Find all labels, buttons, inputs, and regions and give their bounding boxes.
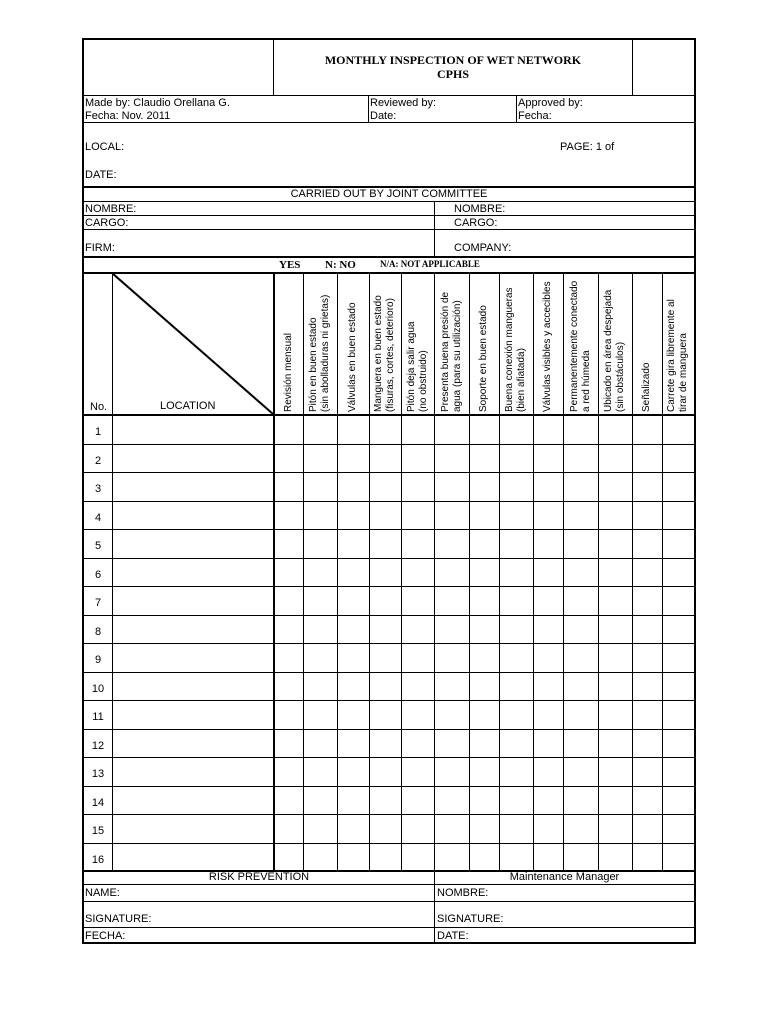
row-number: 7 bbox=[94, 597, 102, 609]
grid-line bbox=[84, 843, 694, 844]
legend-na: N/A: NOT APPLICABLE bbox=[380, 259, 480, 269]
grid-line bbox=[369, 273, 370, 870]
footer-fecha-left: FECHA: bbox=[85, 930, 126, 942]
row-number: 16 bbox=[91, 853, 105, 866]
form-title: MONTHLY INSPECTION OF WET NETWORK bbox=[324, 53, 582, 67]
grid-line bbox=[84, 700, 694, 701]
column-header-7-line-1: Soporte en buen estado bbox=[478, 305, 489, 412]
grid-line bbox=[273, 273, 275, 870]
reviewed-date-field: Date: bbox=[370, 110, 397, 122]
approved-by-field: Approved by: bbox=[518, 97, 583, 109]
column-header-12-line-1: Señalizado bbox=[641, 362, 652, 412]
form-subtitle: CPHS bbox=[436, 67, 469, 81]
footer-nombre-right: NOMBRE: bbox=[437, 887, 489, 899]
legend-no: N: NO bbox=[325, 259, 356, 271]
footer-signature-left: SIGNATURE: bbox=[85, 913, 152, 925]
column-header-11-line-1: Ubicado en área despejada bbox=[603, 289, 614, 412]
grid-line bbox=[84, 814, 694, 815]
grid-line bbox=[337, 273, 338, 870]
grid-line bbox=[632, 273, 633, 870]
grid-line bbox=[84, 414, 694, 416]
column-header-5-line-1: Pitón deja salir agua bbox=[405, 321, 417, 412]
page-field: PAGE: 1 of bbox=[560, 141, 615, 153]
grid-line bbox=[112, 273, 113, 870]
grid-line bbox=[469, 273, 470, 870]
column-header-5-line-2: (no obstruido) bbox=[417, 350, 429, 412]
grid-line bbox=[84, 472, 694, 473]
column-header-1-line-1: Revisión mensual bbox=[282, 333, 294, 412]
date-field: DATE: bbox=[85, 169, 117, 181]
grid-line bbox=[499, 273, 500, 870]
location-diagonal bbox=[112, 273, 274, 415]
committee-title: CARRIED OUT BY JOINT COMMITTEE bbox=[290, 188, 488, 200]
column-header-8-line-1: Buena conexión mangueras bbox=[504, 287, 515, 412]
location-header: LOCATION bbox=[160, 400, 216, 412]
grid-line bbox=[84, 586, 694, 587]
row-number: 3 bbox=[94, 483, 102, 495]
made-by-field: Made by: Claudio Orellana G. bbox=[85, 97, 230, 109]
grid-line bbox=[84, 672, 694, 673]
column-header-4-line-1: Manguera en buen estado bbox=[373, 295, 384, 412]
column-header-13-line-2: tirar de manguera bbox=[678, 333, 689, 412]
footer-date-right: DATE: bbox=[437, 930, 469, 942]
row-number: 14 bbox=[91, 796, 105, 809]
footer-signature-right: SIGNATURE: bbox=[437, 913, 504, 925]
maintenance-manager-title: Maintenance Manager bbox=[509, 871, 620, 883]
grid-line bbox=[401, 273, 402, 870]
row-number: 2 bbox=[94, 454, 102, 467]
grid-line bbox=[662, 273, 663, 870]
row-number: 8 bbox=[94, 625, 102, 638]
legend-yes: YES bbox=[279, 259, 301, 271]
grid-line bbox=[84, 501, 694, 502]
column-header-2-line-1: Pitón en buen estado bbox=[308, 317, 319, 412]
committee-company-right: COMPANY: bbox=[454, 242, 512, 254]
committee-firm-left: FIRM: bbox=[85, 242, 115, 254]
grid-line bbox=[303, 273, 304, 870]
grid-line bbox=[84, 786, 694, 787]
no-header: No. bbox=[90, 401, 108, 413]
column-header-11-line-2: (sin obstáculos) bbox=[615, 341, 626, 412]
row-number: 5 bbox=[94, 540, 102, 552]
grid-line bbox=[84, 558, 694, 559]
column-header-4-line-2: (fisuras, cortes, deterioro) bbox=[385, 298, 396, 412]
row-number: 11 bbox=[92, 711, 104, 723]
approved-fecha-field: Fecha: bbox=[518, 110, 552, 122]
committee-cargo-left: CARGO: bbox=[85, 217, 129, 229]
reviewed-by-field: Reviewed by: bbox=[370, 97, 437, 109]
row-number: 6 bbox=[94, 568, 102, 581]
grid-line bbox=[598, 273, 599, 870]
column-header-8-line-2: (bien afiatada) bbox=[516, 348, 527, 412]
row-number: 1 bbox=[94, 426, 102, 438]
risk-prevention-title: RISK PREVENTION bbox=[208, 871, 310, 883]
grid-line bbox=[563, 273, 564, 870]
column-header-10-line-2: a red húmeda bbox=[580, 350, 592, 412]
committee-nombre-right: NOMBRE: bbox=[454, 203, 506, 215]
local-field: LOCAL: bbox=[85, 141, 125, 153]
inspection-form bbox=[82, 38, 696, 944]
column-header-9-line-1: Válvulas visibles y accecibles bbox=[542, 281, 553, 412]
grid-line bbox=[533, 273, 534, 870]
column-header-6-line-2: agua (para su utilización) bbox=[451, 300, 463, 412]
column-header-6-line-1: Presenta buena presión de bbox=[439, 291, 451, 412]
row-number: 15 bbox=[91, 825, 105, 837]
row-number: 9 bbox=[94, 654, 102, 666]
footer-name-left: NAME: bbox=[85, 887, 120, 899]
column-header-13-line-1: Carrete gira libremente al bbox=[666, 299, 677, 412]
grid-line bbox=[84, 643, 694, 644]
row-number: 10 bbox=[91, 682, 105, 695]
grid-line bbox=[84, 729, 694, 730]
column-header-2-line-2: (sin abolladuras ni grietas) bbox=[320, 294, 331, 412]
grid-line bbox=[434, 273, 435, 870]
column-header-3-line-1: Válvulas en buen estado bbox=[347, 302, 358, 412]
grid-line bbox=[84, 529, 694, 530]
committee-nombre-left: NOMBRE: bbox=[85, 203, 137, 215]
fecha-field: Fecha: Nov. 2011 bbox=[85, 110, 171, 122]
row-number: 13 bbox=[91, 768, 105, 780]
committee-cargo-right: CARGO: bbox=[454, 217, 498, 229]
grid-line bbox=[84, 757, 694, 758]
column-header-10-line-1: Permanentemente conectado bbox=[568, 280, 580, 412]
grid-line bbox=[84, 444, 694, 445]
grid-line bbox=[84, 615, 694, 616]
row-number: 12 bbox=[91, 739, 105, 752]
row-number: 4 bbox=[94, 511, 102, 524]
inspection-table bbox=[84, 273, 694, 870]
